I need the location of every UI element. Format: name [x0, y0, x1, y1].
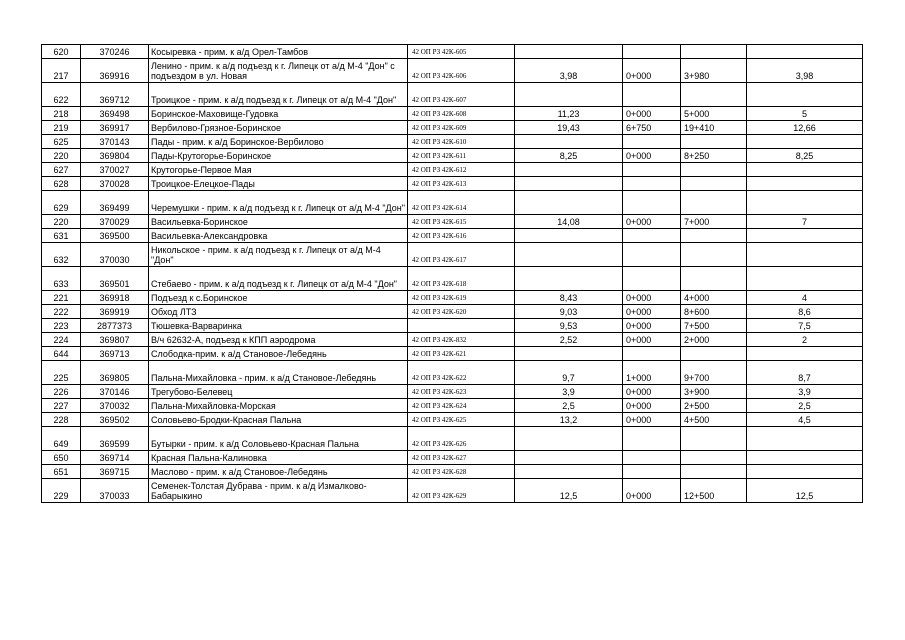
- cell-section-length: [747, 135, 863, 149]
- cell-length: 3,9: [515, 385, 623, 399]
- cell-length: 8,25: [515, 149, 623, 163]
- cell-registration-number: 42 ОП РЗ 42К-605: [408, 45, 515, 59]
- cell-registration-number: 42 ОП РЗ 42К-619: [408, 291, 515, 305]
- cell-registration-number: 42 ОП РЗ 42К-610: [408, 135, 515, 149]
- cell-section-length: [747, 267, 863, 291]
- table-row: [42, 177, 863, 191]
- cell-road-name: Пальна-Михайловка-Морская: [149, 399, 408, 413]
- cell-road-code: 369918: [81, 291, 149, 305]
- cell-start-km: 0+000: [623, 319, 681, 333]
- cell-road-code: 370033: [81, 479, 149, 503]
- cell-length: 9,7: [515, 361, 623, 385]
- cell-end-km: [681, 347, 747, 361]
- cell-number: 217: [42, 59, 81, 83]
- cell-road-name: Васильевка-Александровка: [149, 229, 408, 243]
- cell-section-length: 3,9: [747, 385, 863, 399]
- cell-road-code: 370032: [81, 399, 149, 413]
- cell-number: 228: [42, 413, 81, 427]
- cell-length: 2,52: [515, 333, 623, 347]
- cell-end-km: [681, 45, 747, 59]
- cell-end-km: 2+500: [681, 399, 747, 413]
- cell-number: 226: [42, 385, 81, 399]
- cell-section-length: 7,5: [747, 319, 863, 333]
- cell-number: 632: [42, 243, 81, 267]
- cell-section-length: 2,5: [747, 399, 863, 413]
- cell-length: 9,03: [515, 305, 623, 319]
- table-row: [42, 427, 863, 451]
- cell-registration-number: 42 ОП РЗ 42К-628: [408, 465, 515, 479]
- cell-start-km: [623, 267, 681, 291]
- cell-start-km: [623, 243, 681, 267]
- cell-road-code: 370143: [81, 135, 149, 149]
- cell-road-name: Слободка-прим. к а/д Становое-Лебедянь: [149, 347, 408, 361]
- cell-road-code: 370030: [81, 243, 149, 267]
- cell-registration-number: 42 ОП РЗ 42К-612: [408, 163, 515, 177]
- cell-road-code: 369599: [81, 427, 149, 451]
- cell-end-km: [681, 83, 747, 107]
- cell-end-km: [681, 465, 747, 479]
- table-row: [42, 135, 863, 149]
- cell-start-km: [623, 229, 681, 243]
- cell-section-length: [747, 177, 863, 191]
- cell-number: 224: [42, 333, 81, 347]
- cell-end-km: 8+250: [681, 149, 747, 163]
- table-row: [42, 107, 863, 121]
- table-row: [42, 267, 863, 291]
- cell-registration-number: 42 ОП РЗ 42К-618: [408, 267, 515, 291]
- table-row: [42, 215, 863, 229]
- cell-length: [515, 163, 623, 177]
- cell-road-name: Маслово - прим. к а/д Становое-Лебедянь: [149, 465, 408, 479]
- cell-registration-number: 42 ОП РЗ 42К-608: [408, 107, 515, 121]
- table-row: [42, 229, 863, 243]
- cell-end-km: [681, 163, 747, 177]
- cell-end-km: 5+000: [681, 107, 747, 121]
- cell-length: 8,43: [515, 291, 623, 305]
- table-row: [42, 361, 863, 385]
- cell-length: [515, 229, 623, 243]
- cell-number: 627: [42, 163, 81, 177]
- cell-length: [515, 191, 623, 215]
- cell-registration-number: 42 ОП РЗ 42К-607: [408, 83, 515, 107]
- cell-registration-number: 42 ОП РЗ 42К-614: [408, 191, 515, 215]
- cell-start-km: 0+000: [623, 59, 681, 83]
- cell-section-length: 3,98: [747, 59, 863, 83]
- cell-registration-number: 42 ОП РЗ 42К-621: [408, 347, 515, 361]
- cell-length: [515, 451, 623, 465]
- table-row: [42, 399, 863, 413]
- cell-road-code: 370028: [81, 177, 149, 191]
- table-row: [42, 465, 863, 479]
- cell-section-length: [747, 427, 863, 451]
- cell-number: 622: [42, 83, 81, 107]
- cell-length: 14,08: [515, 215, 623, 229]
- cell-number: 220: [42, 215, 81, 229]
- cell-end-km: 4+000: [681, 291, 747, 305]
- cell-number: 222: [42, 305, 81, 319]
- table-row: [42, 291, 863, 305]
- cell-length: [515, 135, 623, 149]
- cell-length: [515, 45, 623, 59]
- cell-start-km: [623, 83, 681, 107]
- cell-road-name: Семенек-Толстая Дубрава - прим. к а/д Измалково-Бабарыкино: [149, 479, 408, 503]
- cell-road-code: 369807: [81, 333, 149, 347]
- cell-length: [515, 427, 623, 451]
- cell-road-name: Никольское - прим. к а/д подъезд к г. Липецк от а/д М-4 "Дон": [149, 243, 408, 267]
- cell-section-length: 8,6: [747, 305, 863, 319]
- cell-number: 219: [42, 121, 81, 135]
- cell-road-code: 2877373: [81, 319, 149, 333]
- cell-road-code: 370029: [81, 215, 149, 229]
- cell-road-name: Тюшевка-Варваринка: [149, 319, 408, 333]
- cell-road-name: Троицкое-Елецкое-Пады: [149, 177, 408, 191]
- cell-section-length: 8,25: [747, 149, 863, 163]
- cell-start-km: 0+000: [623, 479, 681, 503]
- cell-start-km: 0+000: [623, 385, 681, 399]
- cell-number: 651: [42, 465, 81, 479]
- cell-road-code: 369499: [81, 191, 149, 215]
- cell-road-name: Пады-Крутогорье-Боринское: [149, 149, 408, 163]
- cell-start-km: 0+000: [623, 107, 681, 121]
- cell-start-km: 0+000: [623, 215, 681, 229]
- cell-length: 13,2: [515, 413, 623, 427]
- cell-road-code: 369916: [81, 59, 149, 83]
- cell-registration-number: 42 ОП РЗ 42К-613: [408, 177, 515, 191]
- cell-number: 221: [42, 291, 81, 305]
- cell-start-km: 0+000: [623, 305, 681, 319]
- cell-end-km: [681, 267, 747, 291]
- table-row: [42, 243, 863, 267]
- cell-section-length: 7: [747, 215, 863, 229]
- table-row: [42, 149, 863, 163]
- cell-road-code: 369919: [81, 305, 149, 319]
- cell-start-km: [623, 45, 681, 59]
- cell-section-length: 4: [747, 291, 863, 305]
- cell-registration-number: 42 ОП РЗ 42К-622: [408, 361, 515, 385]
- cell-road-code: 369498: [81, 107, 149, 121]
- cell-length: [515, 465, 623, 479]
- cell-start-km: [623, 191, 681, 215]
- cell-end-km: 7+000: [681, 215, 747, 229]
- cell-registration-number: 42 ОП РЗ 42К-832: [408, 333, 515, 347]
- cell-start-km: [623, 135, 681, 149]
- cell-section-length: [747, 83, 863, 107]
- cell-registration-number: 42 ОП РЗ 42К-609: [408, 121, 515, 135]
- cell-road-name: Обход ЛТЗ: [149, 305, 408, 319]
- cell-number: 631: [42, 229, 81, 243]
- cell-registration-number: 42 ОП РЗ 42К-617: [408, 243, 515, 267]
- cell-road-name: Стебаево - прим. к а/д подъезд к г. Липецк от а/д М-4 "Дон": [149, 267, 408, 291]
- cell-road-name: Косыревка - прим. к а/д Орел-Тамбов: [149, 45, 408, 59]
- cell-road-name: Соловьево-Бродки-Красная Пальна: [149, 413, 408, 427]
- cell-road-code: 370146: [81, 385, 149, 399]
- cell-registration-number: [408, 319, 515, 333]
- cell-road-name: В/ч 62632-А, подъезд к КПП аэродрома: [149, 333, 408, 347]
- cell-road-code: 369502: [81, 413, 149, 427]
- cell-start-km: [623, 451, 681, 465]
- cell-registration-number: 42 ОП РЗ 42К-625: [408, 413, 515, 427]
- cell-end-km: [681, 243, 747, 267]
- cell-start-km: 0+000: [623, 149, 681, 163]
- cell-number: 644: [42, 347, 81, 361]
- cell-registration-number: 42 ОП РЗ 42К-629: [408, 479, 515, 503]
- cell-start-km: [623, 347, 681, 361]
- table-row: [42, 347, 863, 361]
- cell-start-km: 6+750: [623, 121, 681, 135]
- cell-length: [515, 243, 623, 267]
- cell-length: 3,98: [515, 59, 623, 83]
- cell-end-km: 8+600: [681, 305, 747, 319]
- table-row: [42, 479, 863, 503]
- cell-road-name: Троицкое - прим. к а/д подъезд к г. Липецк от а/д М-4 "Дон": [149, 83, 408, 107]
- cell-section-length: 2: [747, 333, 863, 347]
- cell-section-length: 8,7: [747, 361, 863, 385]
- cell-length: 9,53: [515, 319, 623, 333]
- cell-number: 220: [42, 149, 81, 163]
- table-row: [42, 319, 863, 333]
- table-row: [42, 83, 863, 107]
- roads-table: [41, 44, 863, 503]
- cell-start-km: 1+000: [623, 361, 681, 385]
- table-row: [42, 333, 863, 347]
- cell-road-code: 369805: [81, 361, 149, 385]
- cell-section-length: [747, 45, 863, 59]
- cell-start-km: [623, 465, 681, 479]
- cell-end-km: [681, 451, 747, 465]
- cell-number: 629: [42, 191, 81, 215]
- cell-road-code: 369804: [81, 149, 149, 163]
- cell-section-length: [747, 451, 863, 465]
- cell-start-km: 0+000: [623, 333, 681, 347]
- cell-road-name: Пальна-Михайловка - прим. к а/д Становое-Лебедянь: [149, 361, 408, 385]
- cell-start-km: 0+000: [623, 291, 681, 305]
- cell-section-length: [747, 191, 863, 215]
- cell-number: 649: [42, 427, 81, 451]
- cell-road-code: 370246: [81, 45, 149, 59]
- cell-number: 628: [42, 177, 81, 191]
- cell-road-name: Красная Пальна-Калиновка: [149, 451, 408, 465]
- cell-start-km: 0+000: [623, 413, 681, 427]
- cell-registration-number: 42 ОП РЗ 42К-615: [408, 215, 515, 229]
- cell-section-length: 5: [747, 107, 863, 121]
- cell-number: 223: [42, 319, 81, 333]
- cell-road-name: Трегубово-Белевец: [149, 385, 408, 399]
- cell-section-length: [747, 229, 863, 243]
- cell-registration-number: 42 ОП РЗ 42К-616: [408, 229, 515, 243]
- cell-length: 19,43: [515, 121, 623, 135]
- cell-number: 229: [42, 479, 81, 503]
- cell-road-code: 369501: [81, 267, 149, 291]
- cell-registration-number: 42 ОП РЗ 42К-623: [408, 385, 515, 399]
- cell-road-name: Васильевка-Боринское: [149, 215, 408, 229]
- cell-length: 11,23: [515, 107, 623, 121]
- cell-length: [515, 177, 623, 191]
- table-row: [42, 59, 863, 83]
- roads-table-body: [42, 45, 863, 503]
- cell-road-code: 369713: [81, 347, 149, 361]
- cell-section-length: [747, 163, 863, 177]
- cell-number: 620: [42, 45, 81, 59]
- cell-end-km: 4+500: [681, 413, 747, 427]
- cell-registration-number: 42 ОП РЗ 42К-627: [408, 451, 515, 465]
- cell-road-name: Ленино - прим. к а/д подъезд к г. Липецк от а/д М-4 "Дон" с подъездом в ул. Новая: [149, 59, 408, 83]
- table-row: [42, 305, 863, 319]
- cell-road-code: 369712: [81, 83, 149, 107]
- cell-end-km: 7+500: [681, 319, 747, 333]
- table-row: [42, 45, 863, 59]
- cell-number: 218: [42, 107, 81, 121]
- cell-road-name: Бутырки - прим. к а/д Соловьево-Красная Пальна: [149, 427, 408, 451]
- table-row: [42, 121, 863, 135]
- cell-end-km: [681, 177, 747, 191]
- cell-number: 633: [42, 267, 81, 291]
- cell-start-km: [623, 427, 681, 451]
- table-row: [42, 191, 863, 215]
- cell-registration-number: 42 ОП РЗ 42К-624: [408, 399, 515, 413]
- cell-end-km: [681, 229, 747, 243]
- cell-end-km: [681, 135, 747, 149]
- cell-length: [515, 267, 623, 291]
- cell-road-name: Черемушки - прим. к а/д подъезд к г. Липецк от а/д М-4 "Дон": [149, 191, 408, 215]
- cell-end-km: 3+900: [681, 385, 747, 399]
- cell-end-km: [681, 427, 747, 451]
- cell-length: 12,5: [515, 479, 623, 503]
- cell-start-km: 0+000: [623, 399, 681, 413]
- cell-end-km: 19+410: [681, 121, 747, 135]
- cell-length: [515, 83, 623, 107]
- cell-road-name: Пады - прим. к а/д Боринское-Вербилово: [149, 135, 408, 149]
- cell-number: 650: [42, 451, 81, 465]
- cell-section-length: [747, 465, 863, 479]
- cell-section-length: [747, 347, 863, 361]
- cell-road-code: 369500: [81, 229, 149, 243]
- cell-road-code: 370027: [81, 163, 149, 177]
- cell-registration-number: 42 ОП РЗ 42К-611: [408, 149, 515, 163]
- table-row: [42, 163, 863, 177]
- cell-road-code: 369714: [81, 451, 149, 465]
- cell-number: 225: [42, 361, 81, 385]
- cell-road-name: Подъезд к с.Боринское: [149, 291, 408, 305]
- cell-registration-number: 42 ОП РЗ 42К-620: [408, 305, 515, 319]
- cell-end-km: 9+700: [681, 361, 747, 385]
- cell-registration-number: 42 ОП РЗ 42К-626: [408, 427, 515, 451]
- cell-road-code: 369917: [81, 121, 149, 135]
- table-row: [42, 385, 863, 399]
- cell-section-length: 4,5: [747, 413, 863, 427]
- table-row: [42, 451, 863, 465]
- cell-road-code: 369715: [81, 465, 149, 479]
- cell-number: 625: [42, 135, 81, 149]
- cell-number: 227: [42, 399, 81, 413]
- cell-road-name: Крутогорье-Первое Мая: [149, 163, 408, 177]
- cell-end-km: 3+980: [681, 59, 747, 83]
- cell-start-km: [623, 177, 681, 191]
- cell-section-length: 12,66: [747, 121, 863, 135]
- cell-length: 2,5: [515, 399, 623, 413]
- cell-end-km: [681, 191, 747, 215]
- cell-registration-number: 42 ОП РЗ 42К-606: [408, 59, 515, 83]
- cell-end-km: 2+000: [681, 333, 747, 347]
- cell-section-length: 12,5: [747, 479, 863, 503]
- cell-road-name: Вербилово-Грязное-Боринское: [149, 121, 408, 135]
- table-row: [42, 413, 863, 427]
- cell-start-km: [623, 163, 681, 177]
- cell-length: [515, 347, 623, 361]
- cell-end-km: 12+500: [681, 479, 747, 503]
- cell-road-name: Боринское-Маховище-Гудовка: [149, 107, 408, 121]
- cell-section-length: [747, 243, 863, 267]
